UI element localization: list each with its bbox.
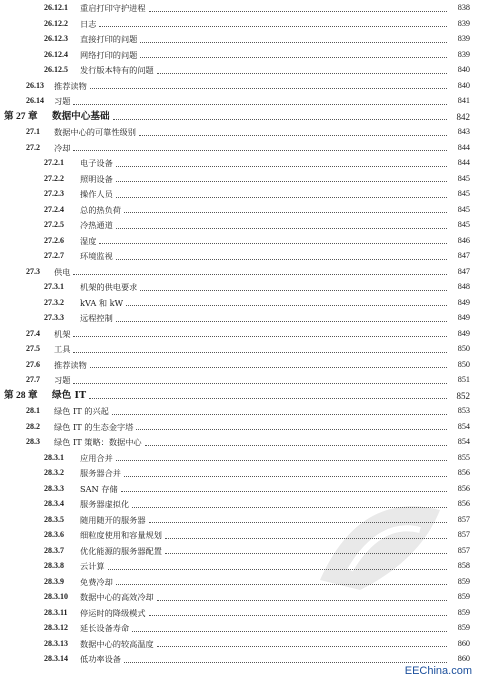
- site-watermark-text: EEChina.com: [404, 665, 472, 677]
- toc-entry-page-number: 845: [457, 173, 470, 183]
- toc-entry-title: 数据中心基础: [52, 110, 110, 122]
- toc-entry-page-number: 859: [457, 607, 470, 617]
- toc-entry-page-number: 845: [457, 189, 470, 198]
- dot-leader: [116, 259, 447, 260]
- toc-entry-title: 绿色 IT 的生态金字塔: [54, 421, 134, 432]
- toc-entry-number: 28.3.8: [44, 561, 64, 570]
- toc-entry-page-number: 850: [457, 359, 470, 369]
- toc-entry-page-number: 859: [457, 623, 470, 632]
- toc-entry-page-number: 845: [457, 220, 470, 229]
- toc-entry-title: 数据中心的较高温度: [80, 638, 154, 649]
- toc-entry[interactable]: [44, 172, 470, 186]
- toc-entry[interactable]: [44, 156, 470, 170]
- toc-entry-number: 第 28 章: [4, 389, 38, 401]
- toc-entry-number: 28.3.4: [44, 499, 64, 508]
- toc-entry[interactable]: [44, 451, 470, 465]
- toc-entry-page-number: 843: [457, 127, 470, 136]
- dot-leader: [90, 88, 447, 89]
- toc-entry-page-number: 844: [457, 142, 470, 152]
- toc-entry-number: 26.12.2: [44, 18, 68, 28]
- toc-entry-number: 27.4: [26, 328, 40, 338]
- dot-leader: [99, 26, 447, 27]
- toc-entry-number: 28.3.7: [44, 545, 64, 555]
- toc-entry-title: 电子设备: [80, 158, 113, 168]
- toc-entry-page-number: 846: [457, 235, 470, 245]
- dot-leader: [165, 553, 447, 554]
- toc-entry-number: 27.1: [26, 127, 40, 136]
- toc-entry-title: 免费冷却: [80, 576, 113, 587]
- toc-entry-number: 28.2: [26, 421, 40, 431]
- toc-entry[interactable]: [26, 342, 470, 356]
- dot-leader: [157, 646, 447, 647]
- toc-entry-number: 28.3.1: [44, 452, 64, 462]
- toc-entry-title: kVA 和 kW: [80, 297, 123, 308]
- toc-entry[interactable]: [4, 110, 470, 124]
- toc-entry-page-number: 857: [457, 514, 470, 524]
- toc-entry[interactable]: [26, 420, 470, 434]
- toc-entry-number: 27.2.4: [44, 204, 64, 214]
- dot-leader: [73, 336, 447, 337]
- dot-leader: [136, 429, 447, 430]
- toc-entry-title: SAN 存储: [80, 483, 118, 494]
- toc-entry-page-number: 845: [457, 204, 470, 214]
- toc-entry-number: 27.3.1: [44, 282, 64, 291]
- toc-entry-title: 网络打印的问题: [80, 49, 138, 60]
- toc-entry-title: 服务器合并: [80, 468, 121, 478]
- toc-entry[interactable]: [44, 32, 470, 46]
- toc-entry-number: 28.3.12: [44, 623, 68, 632]
- toc-entry[interactable]: [26, 373, 470, 387]
- toc-entry[interactable]: [44, 513, 470, 527]
- toc-entry[interactable]: [44, 63, 470, 77]
- toc-entry-title: 推荐读物: [54, 80, 87, 91]
- toc-entry-number: 27.2.5: [44, 220, 64, 229]
- toc-entry-page-number: 850: [457, 344, 470, 353]
- dot-leader: [73, 383, 447, 384]
- toc-entry-page-number: 839: [457, 49, 470, 59]
- dot-leader: [149, 615, 447, 616]
- dot-leader: [140, 42, 447, 43]
- dot-leader: [90, 367, 447, 368]
- toc-entry-title: 习题: [54, 375, 71, 385]
- toc-entry-number: 27.2.1: [44, 158, 64, 167]
- toc-entry[interactable]: [44, 203, 470, 217]
- toc-entry-title: 机架: [54, 328, 71, 339]
- toc-entry-number: 27.7: [26, 375, 40, 384]
- toc-entry-page-number: 856: [457, 468, 470, 477]
- toc-entry[interactable]: [44, 17, 470, 31]
- toc-entry-number: 27.3.3: [44, 313, 64, 322]
- dot-leader: [116, 460, 447, 461]
- toc-entry-page-number: 860: [457, 654, 470, 663]
- dot-leader: [124, 662, 447, 663]
- toc-entry-number: 26.14: [26, 96, 44, 105]
- toc-entry-page-number: 857: [457, 530, 470, 539]
- dot-leader: [124, 476, 447, 477]
- dot-leader: [73, 150, 447, 151]
- toc-entry-number: 27.2: [26, 142, 40, 152]
- toc-entry-page-number: 856: [457, 499, 470, 508]
- toc-entry[interactable]: [44, 234, 470, 248]
- toc-entry-number: 28.3.13: [44, 638, 68, 648]
- toc-entry-title: 工具: [54, 344, 71, 354]
- toc-entry-title: 远程控制: [80, 313, 113, 323]
- toc-entry[interactable]: [44, 621, 470, 635]
- toc-entry-title: 随用随开的服务器: [80, 514, 146, 525]
- toc-entry-title: 停运时的降级模式: [80, 607, 146, 618]
- dot-leader: [116, 584, 447, 585]
- toc-entry-title: 绿色 IT 的兴起: [54, 406, 109, 416]
- toc-entry-number: 26.13: [26, 80, 44, 90]
- toc-entry-page-number: 853: [457, 406, 470, 415]
- toc-entry-number: 27.2.2: [44, 173, 64, 183]
- toc-entry-page-number: 849: [457, 328, 470, 338]
- toc-entry-page-number: 857: [457, 545, 470, 555]
- toc-entry-number: 28.3.14: [44, 654, 68, 663]
- toc-entry[interactable]: [44, 311, 470, 325]
- toc-entry[interactable]: [44, 296, 470, 310]
- toc-entry-number: 27.5: [26, 344, 40, 353]
- toc-entry-number: 26.12.1: [44, 3, 68, 12]
- dot-leader: [149, 11, 447, 12]
- toc-entry-page-number: 844: [457, 158, 470, 167]
- dot-leader: [165, 538, 447, 539]
- dot-leader: [116, 181, 447, 182]
- toc-entry-page-number: 848: [457, 282, 470, 291]
- toc-entry-page-number: 847: [457, 251, 470, 260]
- toc-entry-title: 服务器虚拟化: [80, 499, 130, 509]
- toc-entry-number: 26.12.3: [44, 34, 68, 43]
- toc-entry-page-number: 840: [457, 65, 470, 74]
- toc-entry-number: 26.12.4: [44, 49, 68, 59]
- toc-entry-page-number: 859: [457, 592, 470, 601]
- toc-entry[interactable]: [44, 48, 470, 62]
- toc-entry-title: 数据中心的高效冷却: [80, 592, 154, 602]
- toc-entry[interactable]: [26, 327, 470, 341]
- toc-entry[interactable]: [44, 559, 470, 573]
- toc-entry-number: 第 27 章: [4, 110, 38, 122]
- toc-entry[interactable]: [44, 652, 470, 666]
- toc-entry-title: 习题: [54, 96, 71, 106]
- toc-entry[interactable]: [44, 575, 470, 589]
- toc-entry-title: 应用合并: [80, 452, 113, 463]
- toc-entry-title: 优化能源的服务器配置: [80, 545, 162, 556]
- toc-entry[interactable]: [26, 94, 470, 108]
- toc-entry-page-number: 860: [457, 638, 470, 648]
- toc-entry-page-number: 851: [457, 375, 470, 384]
- dot-leader: [113, 119, 447, 120]
- dot-leader: [140, 290, 447, 291]
- dot-leader: [116, 197, 447, 198]
- toc-entry-number: 28.3.9: [44, 576, 64, 586]
- toc-entry[interactable]: [26, 265, 470, 279]
- dot-leader: [112, 414, 447, 415]
- toc-entry-page-number: 842: [456, 111, 470, 122]
- toc-entry-title: 绿色 IT: [52, 389, 87, 401]
- dot-leader: [157, 600, 447, 601]
- toc-entry-number: 26.12.5: [44, 65, 68, 74]
- toc-entry[interactable]: [44, 544, 470, 558]
- toc-entry-title: 细粒度使用和容量规划: [80, 530, 162, 540]
- toc-entry-page-number: 839: [457, 34, 470, 43]
- toc-entry-title: 环境监视: [80, 251, 113, 261]
- toc-entry-title: 绿色 IT 策略：数据中心: [54, 437, 142, 447]
- toc-entry-title: 低功率设备: [80, 654, 121, 664]
- dot-leader: [124, 212, 447, 213]
- toc-entry-title: 发行版本特有的问题: [80, 65, 154, 75]
- dot-leader: [73, 104, 447, 105]
- toc-entry-number: 27.3: [26, 266, 40, 276]
- toc-entry-page-number: 847: [457, 266, 470, 276]
- toc-entry[interactable]: [26, 358, 470, 372]
- toc-entry[interactable]: [44, 528, 470, 542]
- toc-entry-number: 28.3.2: [44, 468, 64, 477]
- toc-entry[interactable]: [44, 637, 470, 651]
- toc-entry[interactable]: [26, 404, 470, 418]
- toc-entry-number: 28.3: [26, 437, 40, 446]
- toc-entry-title: 照明设备: [80, 173, 113, 184]
- toc-entry[interactable]: [26, 141, 470, 155]
- toc-entry[interactable]: [44, 497, 470, 511]
- dot-leader: [139, 135, 447, 136]
- dot-leader: [89, 398, 447, 399]
- toc-entry-page-number: 859: [457, 576, 470, 586]
- toc-entry-title: 云计算: [80, 561, 105, 571]
- toc-entry-page-number: 852: [456, 390, 470, 401]
- toc-entry-page-number: 854: [457, 421, 470, 431]
- toc-entry-number: 27.2.6: [44, 235, 64, 245]
- toc-entry-number: 27.6: [26, 359, 40, 369]
- dot-leader: [116, 321, 447, 322]
- toc-entry-number: 28.1: [26, 406, 40, 415]
- dot-leader: [116, 228, 447, 229]
- toc-entry[interactable]: [44, 249, 470, 263]
- toc-entry-title: 机架的供电要求: [80, 282, 138, 292]
- toc-entry-title: 冷却: [54, 142, 71, 153]
- dot-leader: [145, 445, 447, 446]
- toc-entry-number: 27.2.7: [44, 251, 64, 260]
- toc-entry[interactable]: [44, 590, 470, 604]
- toc-entry-page-number: 849: [457, 297, 470, 307]
- dot-leader: [121, 491, 447, 492]
- toc-entry-page-number: 855: [457, 452, 470, 462]
- toc-entry[interactable]: [26, 79, 470, 93]
- dot-leader: [126, 305, 447, 306]
- toc-entry-title: 操作人员: [80, 189, 113, 199]
- toc-entry-title: 湿度: [80, 235, 97, 246]
- toc-entry[interactable]: [44, 280, 470, 294]
- toc-entry-number: 27.3.2: [44, 297, 64, 307]
- toc-entry-page-number: 858: [457, 561, 470, 570]
- toc-entry-title: 数据中心的可靠性级别: [54, 127, 136, 137]
- toc-entry-number: 28.3.5: [44, 514, 64, 524]
- toc-entry[interactable]: [4, 389, 470, 403]
- toc-entry-title: 延长设备寿命: [80, 623, 130, 633]
- dot-leader: [149, 522, 447, 523]
- toc-entry-title: 日志: [80, 18, 97, 29]
- toc-entry-page-number: 854: [457, 437, 470, 446]
- toc-entry-number: 28.3.11: [44, 607, 68, 617]
- toc-entry-title: 推荐读物: [54, 359, 87, 370]
- toc-entry-title: 重启打印守护进程: [80, 3, 146, 13]
- dot-leader: [99, 243, 447, 244]
- dot-leader: [132, 631, 447, 632]
- toc-entry[interactable]: [26, 125, 470, 139]
- toc-entry-page-number: 856: [457, 483, 470, 493]
- toc-entry[interactable]: [44, 1, 470, 15]
- dot-leader: [73, 352, 447, 353]
- toc-entry-title: 供电: [54, 266, 71, 277]
- dot-leader: [108, 569, 447, 570]
- toc-entry-page-number: 839: [457, 18, 470, 28]
- toc-entry-page-number: 849: [457, 313, 470, 322]
- toc-entry-title: 直接打印的问题: [80, 34, 138, 44]
- toc-entry-page-number: 841: [457, 96, 470, 105]
- toc-entry[interactable]: [26, 435, 470, 449]
- toc-entry[interactable]: [44, 187, 470, 201]
- toc-entry-page-number: 838: [457, 3, 470, 12]
- toc-entry[interactable]: [44, 218, 470, 232]
- toc-entry-number: 28.3.6: [44, 530, 64, 539]
- dot-leader: [140, 57, 447, 58]
- toc-entry-number: 28.3.10: [44, 592, 68, 601]
- toc-entry-number: 28.3.3: [44, 483, 64, 493]
- toc-entry[interactable]: [44, 482, 470, 496]
- dot-leader: [73, 274, 447, 275]
- toc-entry-title: 冷热通道: [80, 220, 113, 230]
- toc-entry[interactable]: [44, 606, 470, 620]
- toc-entry-title: 总的热负荷: [80, 204, 121, 215]
- toc-entry-page-number: 840: [457, 80, 470, 90]
- toc-entry[interactable]: [44, 466, 470, 480]
- dot-leader: [116, 166, 447, 167]
- toc-entry-number: 27.2.3: [44, 189, 64, 198]
- dot-leader: [157, 73, 447, 74]
- dot-leader: [132, 507, 447, 508]
